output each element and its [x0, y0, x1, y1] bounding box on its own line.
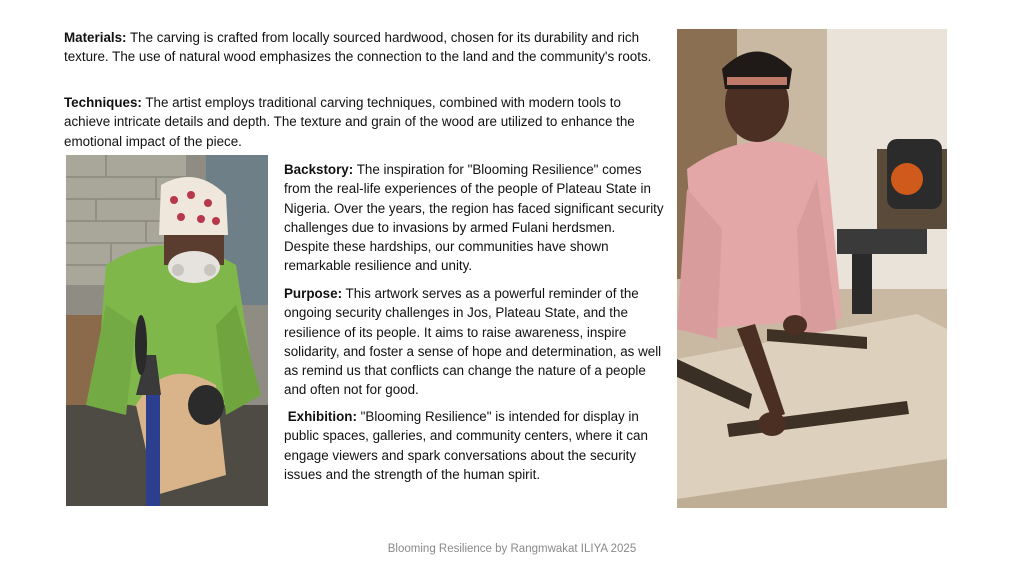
- purpose-text: This artwork serves as a powerful reminder of the ongoing security challenges in Jos, Plateau State, and the resilience of its people. It aims to raise awareness, inspire solidarity, and foster a sense of hope and determination, as well as remind us that conflicts can change the nature of a people and often not for good.: [284, 286, 662, 398]
- backstory-text: The inspiration for "Blooming Resilience" comes from the real-life experiences of the people of Plateau State in Nigeria. Over the years, the region has faced significant security challenges due to invasions by armed Fulani herdsmen. Despite these hardships, our communities have shown remarkable resilience and unity.: [284, 162, 664, 274]
- backstory-paragraph: [284, 160, 664, 276]
- exhibition-paragraph: [284, 407, 664, 484]
- materials-label: Materials:: [64, 30, 127, 45]
- techniques-text: The artist employs traditional carving techniques, combined with modern tools to achieve intricate details and depth. The texture and grain of the wood are utilized to enhance the emotional impact of the piece.: [64, 95, 635, 149]
- artist-carving-photo: [66, 155, 268, 506]
- exhibition-text: "Blooming Resilience" is intended for display in public spaces, galleries, and community centers, where it can engage viewers and spark conversations about the security issues and the strength of the human spirit.: [284, 409, 648, 482]
- materials-paragraph: [64, 28, 664, 67]
- purpose-paragraph: [284, 284, 664, 400]
- techniques-label: Techniques:: [64, 95, 142, 110]
- materials-text: The carving is crafted from locally sourced hardwood, chosen for its durability and rich texture. The use of natural wood emphasizes the connection to the land and the community's roots.: [64, 30, 652, 65]
- slide-footer: Blooming Resilience by Rangmwakat ILIYA 2025: [387, 543, 637, 555]
- backstory-label: Backstory:: [284, 162, 354, 177]
- exhibition-label: Exhibition:: [287, 409, 357, 424]
- purpose-label: Purpose:: [284, 286, 343, 301]
- techniques-paragraph: [64, 93, 664, 151]
- artist-workbench-photo: [677, 29, 947, 508]
